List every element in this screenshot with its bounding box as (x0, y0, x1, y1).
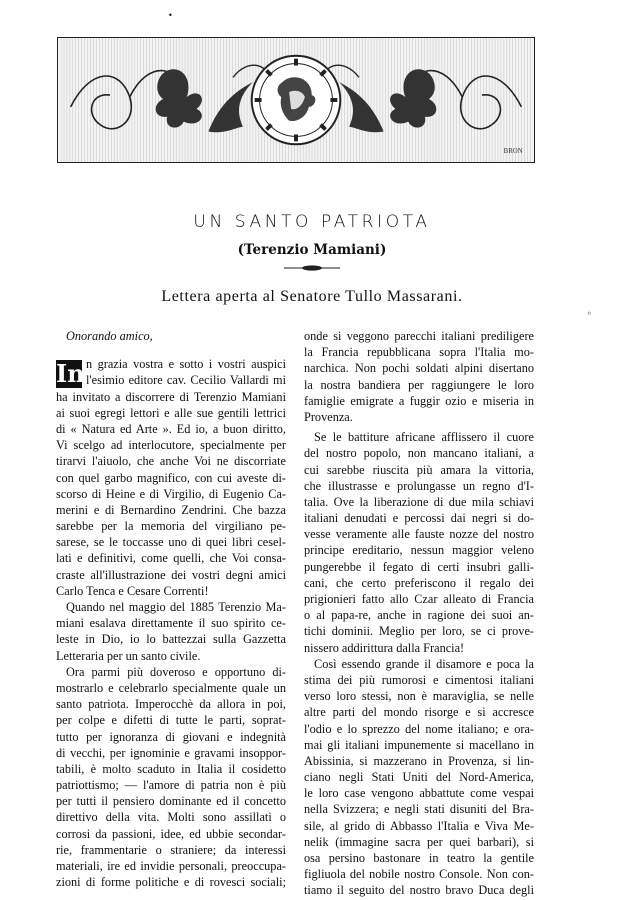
paragraph-intro (56, 356, 286, 599)
text-line: santo patriota. Imperocchè da allora in poi, (56, 697, 286, 712)
text-line: Ora parmi più doveroso e opportuno di- (66, 664, 286, 679)
text-line: tichi dominii. Meglio per loro, se ci prove- (304, 624, 534, 639)
margin-speck: ⸰ (587, 309, 592, 318)
divider-ornament (282, 264, 342, 272)
text-line: materiali, ire ed invidie personali, preoccupa- (56, 859, 286, 874)
text-line: corrosi da passioni, idee, ed ubbie secondar- (56, 826, 286, 841)
text-line: merini e di Bernardino Zendrini. Che bazza (56, 502, 286, 517)
text-line: nelik (immagine sacra per quei barbari), si (304, 834, 534, 849)
text-line: tirarvi l'aiuolo, che anche Voi ne discorriate (56, 454, 286, 469)
text-line: italiani denudati e percossi dai negri si do- (304, 511, 534, 526)
banner-signature: BRON (503, 148, 523, 156)
text-line: l'esimio editore cav. Cecilio Vallardi mi (86, 373, 286, 388)
text-line: per colpe e difetti di tutte le parti, soprat- (56, 713, 286, 728)
text-line: di « Natura ed Arte ». Ed io, a buon diritto, (56, 421, 286, 436)
text-line: ai suoi egregi lettori e alle sue gentili lettrici (56, 405, 286, 420)
text-line: famiglie emigrate a fuggir ozio e miseria in (304, 393, 534, 408)
text-line: altre parti del mondo risorge e si accresce (304, 705, 534, 720)
text-line: verso loro stessi, non è maraviglia, se nelle (304, 689, 534, 704)
text-line: lati e definitivi, come quelli, che Voi consa- (56, 551, 286, 566)
text-line: le loro case vengono abbattute come vespai (304, 786, 534, 801)
text-line: mai gli italiani impunemente si macellano in (304, 737, 534, 752)
text-line: n grazia vostra e sotto i vostri auspici (86, 357, 286, 372)
text-line: Vi scelgo ad interlocutore, specialmente per (56, 438, 286, 453)
greeting: Onorando amico, (66, 329, 153, 343)
text-line: cui sarebbe riuscita più amara la vittoria, (304, 462, 534, 477)
text-line: la nostra bandiera per raggiungere le loro (304, 377, 534, 392)
text-line: prigionieri fatto allo Czar alleato di Francia (304, 592, 534, 606)
text-line: stima dei più rumorosi e cimentosi italiani (304, 672, 534, 687)
text-line: sile, al grido di Abbasso l'Italia e Viva Me- (304, 818, 534, 833)
text-line: scorso di Heine e di Virgilio, di Eugenio Ca- (56, 486, 286, 501)
decorative-banner (57, 37, 535, 163)
text-line: del nostro popolo, non mancano italiani, a (304, 446, 534, 461)
text-line: figliuola del nobile nostro Console. Non con- (304, 867, 534, 882)
text-line: craste all'illustrazione dei vostri degni amici (56, 567, 286, 582)
text-line: rie, frammentarie o straniere; da interessi (56, 842, 286, 857)
text-line: Provenza. (304, 409, 353, 424)
text-line: osa persino bastonare in teatro la gentile (304, 851, 534, 865)
text-line: nella Svizzera; e negli stati disuniti del Bra- (304, 802, 534, 817)
text-line: per tutti il pensiero dominante ed il concetto (56, 794, 286, 809)
text-line: nissero addirittura dalla Francia! (304, 640, 465, 655)
text-line: Quando nel maggio del 1885 Terenzio Ma- (66, 600, 286, 615)
text-line: tutto per ignoranza di giovani e indegnità (56, 729, 286, 744)
text-line: ciano negli Stati Uniti del Nord-America, (304, 770, 534, 785)
text-line: la Francia repubblicana sopra l'Italia mo- (304, 345, 534, 360)
text-line: Carlo Tenca e Cesare Correnti! (56, 583, 209, 598)
page-speck: • (168, 11, 173, 20)
text-line: talia. Ove la liberazione di due mila schiavi (304, 494, 534, 509)
text-line: cani, che certo preferiscono il regalo dei (304, 575, 534, 590)
dropcap: In (56, 359, 85, 389)
text-line: con quel garbo magnifico, con cui aveste di- (56, 470, 286, 485)
text-line: ha invitato a discorrere di Terenzio Mamiani (56, 389, 286, 404)
text-line: Così essendo grande il disamore e poca la (314, 656, 534, 671)
text-line: sarese, se le toccasse uno di quei libri cesel- (56, 535, 286, 550)
text-line: onde si veggono parecchi italiani prediligere (304, 329, 534, 343)
text-line: Letteraria per un santo civile. (56, 648, 201, 663)
text-line: principe ereditario, nessun maggior veleno (304, 543, 534, 558)
text-line: patriottismo; — l'amore di patria non è più (56, 778, 286, 793)
text-line: miani esalava direttamente il suo spirito ce- (56, 616, 286, 631)
text-line: sarebbe per la memoria del virgiliano pe- (56, 519, 286, 534)
text-line: di vecchi, per ignominie e gravami insoppor- (56, 745, 286, 760)
text-line: l'odio e lo sprezzo del nome italiano; e ora- (304, 721, 534, 736)
right-column (304, 328, 534, 899)
text-line: direttivo della vita. Molti sono assillati o (56, 810, 286, 825)
text-line: zioni di forme politiche e di rovesci sociali; (56, 875, 286, 890)
text-line: leste in Dio, io lo battezzai sulla Gazzetta (56, 632, 286, 647)
page-subtitle: (Terenzio Mamiani) (237, 242, 387, 258)
letter-heading: Lettera aperta al Senatore Tullo Massarani. (161, 288, 463, 305)
ornament-illustration (58, 38, 534, 162)
text-line: o al papa-re, anche in ragione dei suoi an- (304, 608, 534, 623)
text-line: Abissinia, si mazzerano in Provenza, si lin- (304, 753, 534, 768)
text-line: mostrarlo e celebrarlo specialmente quale un (56, 680, 286, 695)
left-column (56, 328, 286, 890)
text-line: tiamo il seguito del nostro bravo Duca degli (304, 883, 534, 898)
text-line: vesse veramente alle fauste nozze del nostro (304, 527, 534, 542)
text-line: che illustrasse e prolungasse un regno d'I- (304, 478, 534, 493)
text-line: Se le battiture africane afflissero il cuore (314, 430, 534, 445)
text-line: pungerebbe il fegato di certi insubri galli- (304, 559, 534, 574)
text-line: tabili, è molto scaduto in Italia il cosidetto (56, 761, 286, 776)
page-title: UN SANTO PATRIOTA (193, 212, 431, 232)
text-line: narchica. Non pochi soldati alpini disertano (304, 361, 534, 376)
